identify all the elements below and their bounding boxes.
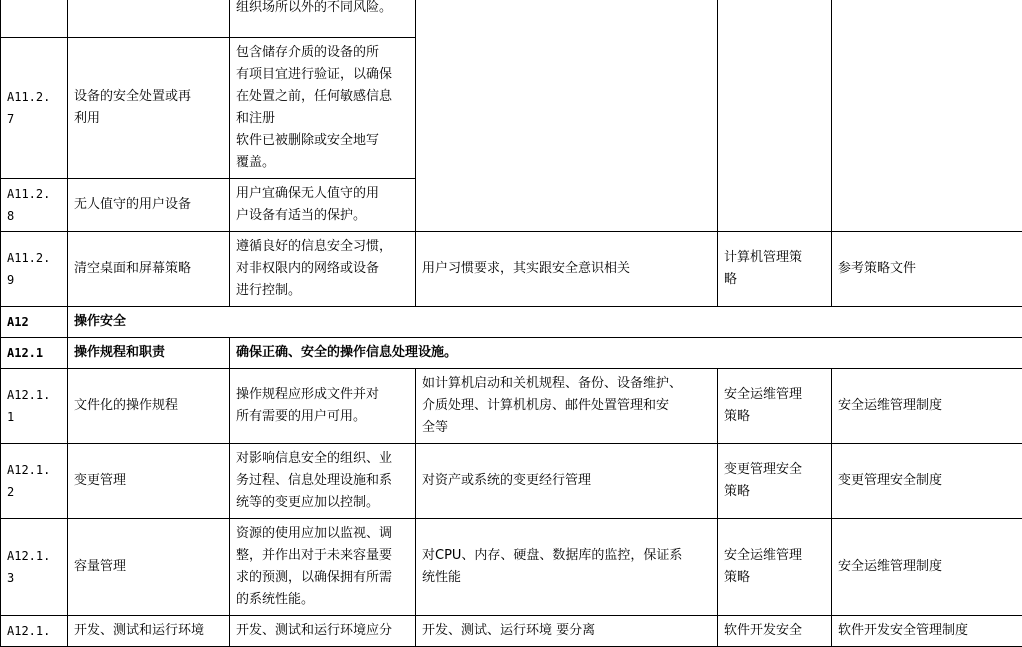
objective-cell [230, 338, 1022, 369]
implementation-text: 开发、测试、运行环境 要分离 [422, 623, 595, 638]
implementation-text: 对资产或系统的变更经行管理 [422, 473, 591, 488]
table-row [1, 369, 1022, 444]
table-row [1, 338, 1022, 369]
document-text: 安全运维管理制度 [838, 559, 942, 574]
control-id-cell [1, 616, 68, 647]
requirement-text: 资源的使用应加以监视、调 整，并作出对于未来容量要 求的预测，以确保拥有所需 的系统性能。 [236, 526, 392, 607]
requirement-cell [230, 232, 416, 307]
requirement-cell [230, 0, 416, 38]
document-text: 软件开发安全管理制度 [838, 623, 968, 638]
requirement-text: 包含储存介质的设备的所 有项目宜进行验证，以确保 在处置之前，任何敏感信息 和注册 软件已被删除或安全地写 覆盖。 [236, 45, 392, 170]
document-cell [832, 616, 1022, 647]
control-id-cell [1, 444, 68, 519]
implementation-cell [416, 369, 718, 444]
requirement-text: 遵循良好的信息安全习惯， 对非权限内的网络或设备 进行控制。 [236, 239, 392, 298]
document-cell [832, 232, 1022, 307]
control-id-cell [1, 338, 68, 369]
document-text: 参考策略文件 [838, 261, 916, 276]
control-id-cell [1, 307, 68, 338]
table-row [1, 232, 1022, 307]
control-id-cell [1, 0, 68, 38]
control-id: A11.2. 8 [7, 187, 50, 223]
control-name-cell [68, 232, 230, 307]
control-name-cell [68, 519, 230, 616]
control-id: A12 [7, 315, 29, 329]
control-id-cell [1, 519, 68, 616]
section-title-cell [68, 307, 1022, 338]
document-text: 变更管理安全制度 [838, 473, 942, 488]
policy-text: 变更管理安全 策略 [724, 462, 802, 499]
control-name: 容量管理 [74, 559, 126, 574]
control-id: A12.1. [7, 624, 50, 638]
implementation-cell [416, 519, 718, 616]
document-text: 安全运维管理制度 [838, 398, 942, 413]
policy-cell [718, 232, 832, 307]
requirement-cell [230, 519, 416, 616]
control-id: A12.1 [7, 346, 43, 360]
document-cell [832, 519, 1022, 616]
control-id: A11.2. 7 [7, 90, 50, 126]
policy-text: 安全运维管理 策略 [724, 548, 802, 585]
policy-text: 安全运维管理 策略 [724, 387, 802, 424]
requirement-cell [230, 179, 416, 232]
policy-cell [718, 444, 832, 519]
document-cell [832, 444, 1022, 519]
control-name-cell [68, 38, 230, 179]
control-id: A12.1. 1 [7, 388, 50, 424]
requirement-cell [230, 616, 416, 647]
implementation-cell [416, 0, 718, 232]
policy-cell [718, 0, 832, 232]
policy-cell [718, 369, 832, 444]
control-name-cell [68, 616, 230, 647]
control-name-cell [68, 338, 230, 369]
control-name: 文件化的操作规程 [74, 398, 178, 413]
control-name: 操作规程和职责 [74, 345, 165, 360]
control-id: A11.2. 9 [7, 251, 50, 287]
table-row [1, 307, 1022, 338]
table-row [1, 0, 1022, 38]
requirement-cell [230, 444, 416, 519]
policy-text: 计算机管理策 略 [724, 250, 802, 287]
requirement-text: 用户宜确保无人值守的用 户设备有适当的保护。 [236, 186, 379, 223]
policy-text: 软件开发安全 [724, 623, 802, 638]
requirement-cell [230, 369, 416, 444]
objective-text: 确保正确、安全的操作信息处理设施。 [236, 345, 457, 360]
implementation-cell [416, 232, 718, 307]
implementation-text: 用户习惯要求，其实跟安全意识相关 [422, 261, 630, 276]
document-cell [832, 0, 1022, 232]
section-title: 操作安全 [74, 314, 126, 329]
control-name: 无人值守的用户设备 [74, 197, 191, 212]
control-name: 开发、测试和运行环境 [74, 623, 204, 638]
document-cell [832, 369, 1022, 444]
requirement-text: 开发、测试和运行环境应分 [236, 623, 392, 638]
control-name-cell [68, 369, 230, 444]
requirement-cell [230, 38, 416, 179]
policy-cell [718, 519, 832, 616]
control-name: 变更管理 [74, 473, 126, 488]
policy-cell [718, 616, 832, 647]
control-id-cell [1, 38, 68, 179]
table-row [1, 444, 1022, 519]
implementation-text: 如计算机启动和关机规程、备份、设备维护、 介质处理、计算机机房、邮件处置管理和安 全等 [422, 376, 682, 435]
control-id-cell [1, 369, 68, 444]
control-name-cell [68, 0, 230, 38]
control-id-cell [1, 179, 68, 232]
requirement-text: 组织场所以外的不同风险。 [236, 0, 392, 15]
control-name-cell [68, 179, 230, 232]
table-row [1, 616, 1022, 647]
control-id-cell [1, 232, 68, 307]
control-name-cell [68, 444, 230, 519]
control-name: 清空桌面和屏幕策略 [74, 261, 191, 276]
control-name: 设备的安全处置或再 利用 [74, 89, 191, 126]
requirement-text: 操作规程应形成文件并对 所有需要的用户可用。 [236, 387, 379, 424]
implementation-cell [416, 616, 718, 647]
implementation-text: 对CPU、内存、硬盘、数据库的监控，保证系 统性能 [422, 548, 682, 585]
control-id: A12.1. 3 [7, 549, 50, 585]
table-row [1, 519, 1022, 616]
control-id: A12.1. 2 [7, 463, 50, 499]
implementation-cell [416, 444, 718, 519]
requirement-text: 对影响信息安全的组织、业 务过程、信息处理设施和系 统等的变更应加以控制。 [236, 451, 392, 510]
